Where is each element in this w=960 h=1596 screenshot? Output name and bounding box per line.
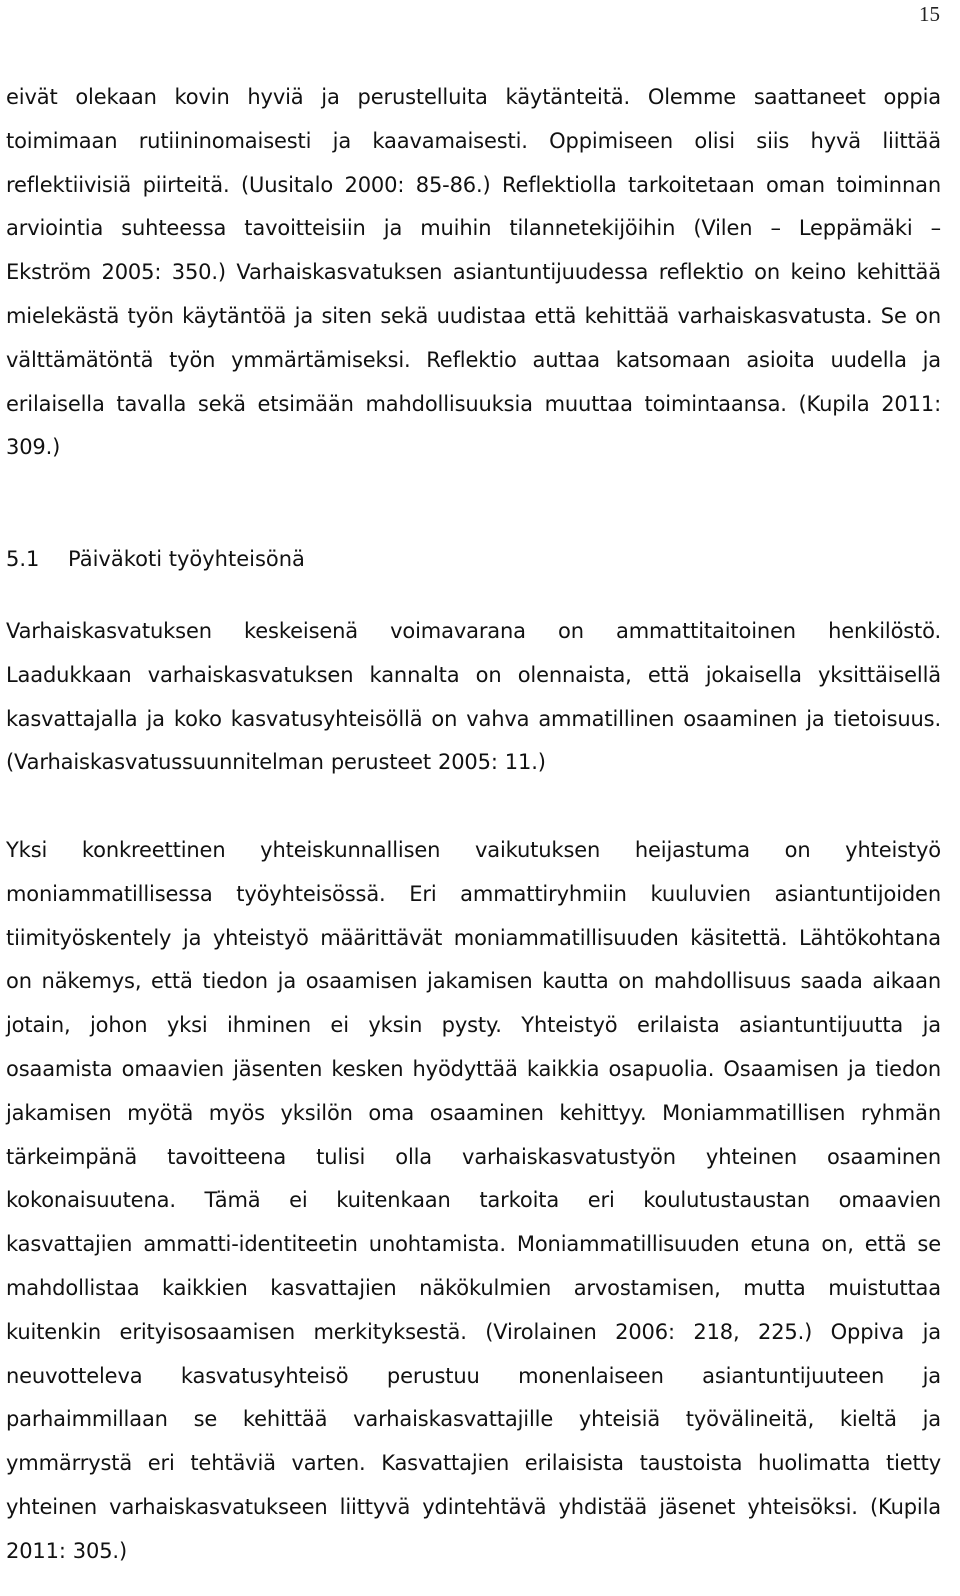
text-line: toimimaan rutiininomaisesti ja kaavamaisesti. Oppimiseen olisi siis hyvä liittää xyxy=(6,128,941,153)
text-line: arviointia suhteessa tavoitteisiin ja muihin tilannetekijöihin (Vilen – Leppämäki – xyxy=(6,216,941,241)
text-line: kasvattajien ammatti-identiteetin unohtamista. Moniammatillisuuden etuna on, että se xyxy=(6,1232,941,1257)
section-heading xyxy=(6,543,305,575)
text-line: Varhaiskasvatuksen keskeisenä voimavarana on ammattitaitoinen henkilöstö. xyxy=(6,619,941,643)
text-line: välttämätöntä työn ymmärtämiseksi. Reflektio auttaa katsomaan asioita uudella ja xyxy=(6,347,941,372)
paragraph-reflection xyxy=(6,76,941,470)
text-line: kuitenkin erityisosaamisen merkityksestä. (Virolainen 2006: 218, 225.) Oppiva ja xyxy=(6,1319,941,1344)
text-line: reflektiivisiä piirteitä. (Uusitalo 2000: 85-86.) Reflektiolla tarkoitetaan oman toiminnan xyxy=(6,172,941,197)
section-number: 5.1 xyxy=(6,547,40,571)
text-line: jakamisen myötä myös yksilön oma osaaminen kehittyy. Moniammatillisen ryhmän xyxy=(6,1100,941,1125)
text-line: kasvattajalla ja koko kasvatusyhteisöllä on vahva ammatillinen osaaminen ja tietoisuus. xyxy=(6,706,941,731)
text-line: tärkeimpänä tavoitteena tulisi olla varhaiskasvatustyön yhteinen osaaminen xyxy=(6,1144,941,1169)
text-line: osaamista omaavien jäsenten kesken hyödyttää kaikkia osapuolia. Osaamisen ja tiedon xyxy=(6,1056,941,1081)
text-line: yhteinen varhaiskasvatukseen liittyvä ydintehtävä yhdistää jäsenet yhteisöksi. (Kupila xyxy=(6,1494,941,1519)
paragraph-multiprofessional xyxy=(6,829,941,1574)
text-line: 2011: 305.) xyxy=(6,1538,127,1563)
text-line: moniammatillisessa työyhteisössä. Eri ammattiryhmiin kuuluvien asiantuntijoiden xyxy=(6,881,941,906)
text-line: 309.) xyxy=(6,435,61,460)
text-line: Yksi konkreettinen yhteiskunnallisen vaikutuksen heijastuma on yhteistyö xyxy=(6,838,941,862)
text-line: erilaisella tavalla sekä etsimään mahdollisuuksia muuttaa toimintaansa. (Kupila 2011: xyxy=(6,391,941,416)
text-line: Ekström 2005: 350.) Varhaiskasvatuksen asiantuntijuudessa reflektio on keino kehittää xyxy=(6,260,941,285)
text-line: kokonaisuutena. Tämä ei kuitenkaan tarkoita eri koulutustaustan omaavien xyxy=(6,1188,941,1213)
text-line: parhaimmillaan se kehittää varhaiskasvattajille yhteisiä työvälineitä, kieltä ja xyxy=(6,1407,941,1432)
section-title: Päiväkoti työyhteisönä xyxy=(68,547,305,571)
text-line: jotain, johon yksi ihminen ei yksin pysty. Yhteistyö erilaista asiantuntijuutta ja xyxy=(6,1013,941,1038)
text-line: Laadukkaan varhaiskasvatuksen kannalta on olennaista, että jokaisella yksittäisellä xyxy=(6,662,941,687)
text-line: ymmärrystä eri tehtäviä varten. Kasvattajien erilaisista taustoista huolimatta tietty xyxy=(6,1451,941,1476)
page-number: 15 xyxy=(919,2,940,26)
text-line: (Varhaiskasvatussuunnitelman perusteet 2005: 11.) xyxy=(6,750,546,775)
text-line: neuvotteleva kasvatusyhteisö perustuu monenlaiseen asiantuntijuuteen ja xyxy=(6,1363,941,1388)
text-line: eivät olekaan kovin hyviä ja perustelluita käytänteitä. Olemme saattaneet oppia xyxy=(6,85,941,109)
text-line: mahdollistaa kaikkien kasvattajien näkökulmien arvostamisen, mutta muistuttaa xyxy=(6,1275,941,1300)
text-line: mielekästä työn käytäntöä ja siten sekä uudistaa että kehittää varhaiskasvatusta. Se on xyxy=(6,303,941,328)
paragraph-personnel xyxy=(6,610,941,785)
text-line: tiimityöskentely ja yhteistyö määrittävät moniammatillisuuden käsitettä. Lähtökohtana xyxy=(6,925,941,950)
text-line: on näkemys, että tiedon ja osaamisen jakamisen kautta on mahdollisuus saada aikaan xyxy=(6,969,941,994)
